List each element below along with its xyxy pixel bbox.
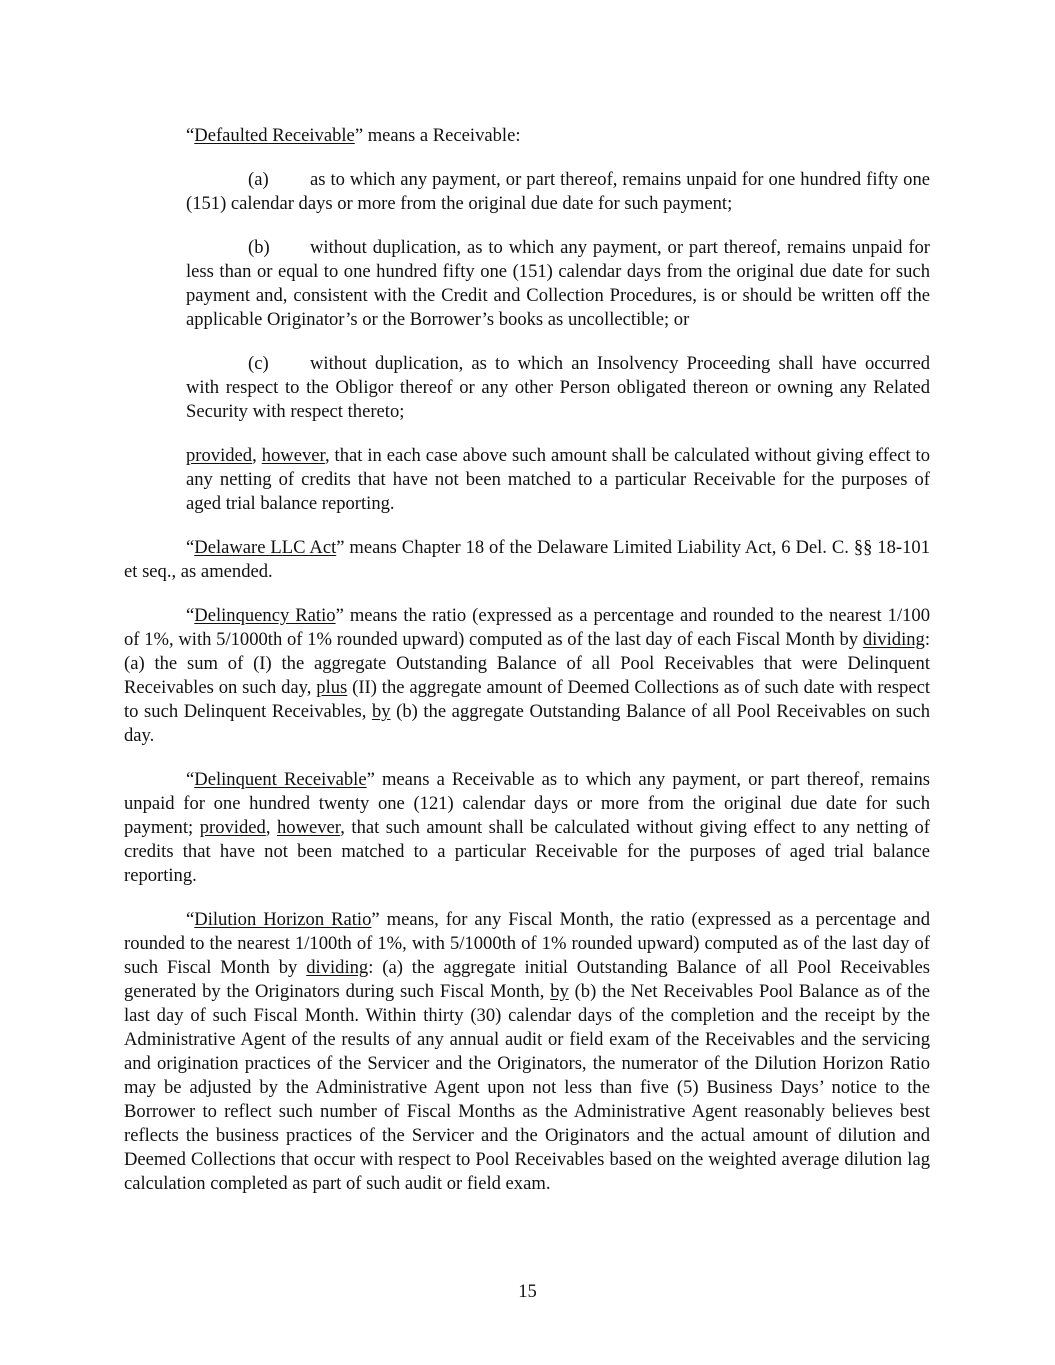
definition-text: ” means Chapter 18 of the Delaware Limited Liability Act, 6 Del. C. §§ 18-101 et seq., as amended.: [124, 537, 930, 582]
proviso-text: , that in each case above such amount shall be calculated without giving effect to any netting of credits that have not been matched to a particular Receivable for the purposes of aged trial balance reporting.: [186, 445, 930, 514]
definition-delinquent-receivable: [124, 768, 930, 888]
subclause-text: without duplication, as to which any payment, or part thereof, remains unpaid for less than or equal to one hundred fifty one (151) calendar days from the original due date for such payment and, consistent with the Credit and Collection Procedures, is or should be written off the applicable Originator’s or the Borrower’s books as uncollectible; or: [186, 237, 930, 330]
definition-delaware-llc-act: [124, 536, 930, 584]
dividing-term: dividing: [306, 957, 369, 978]
dividing-term: dividing: [862, 629, 925, 650]
definition-text: ” means the ratio (expressed as a percentage and rounded to the nearest 1/100 of 1%, with 5/1000th of 1% rounded upward) computed as of the last day of each Fiscal Month by: [124, 605, 930, 650]
subclause-a: [186, 168, 930, 216]
definition-text: ” means a Receivable:: [354, 125, 521, 146]
defined-term: Dilution Horizon Ratio: [194, 909, 372, 930]
plus-term: plus: [316, 677, 348, 698]
open-quote: “: [186, 909, 195, 930]
subclause-c: [186, 352, 930, 424]
however-term: however: [276, 817, 341, 838]
by-term: by: [371, 701, 391, 722]
open-quote: “: [186, 605, 195, 626]
subclause-text: as to which any payment, or part thereof, remains unpaid for one hundred fifty one (151) calendar days or more from the original due date for such payment;: [186, 169, 930, 214]
open-quote: “: [186, 125, 195, 146]
definition-text: ” means, for any Fiscal Month, the ratio (expressed as a percentage and rounded to the nearest 1/100th of 1%, with 5/1000th of 1% rounded upward) computed as of the last day of such Fiscal Month by: [124, 909, 930, 978]
provided-term: provided: [186, 445, 253, 466]
definition-text: (II) the aggregate amount of Deemed Collections as of such date with respect to such Delinquent Receivables,: [124, 677, 930, 722]
however-term: however: [261, 445, 325, 466]
defined-term: Delinquency Ratio: [194, 605, 336, 626]
comma: ,: [265, 817, 277, 838]
document-page: [124, 124, 930, 1216]
defined-term: Defaulted Receivable: [194, 125, 355, 146]
subclause-text: without duplication, as to which an Insolvency Proceeding shall have occurred with respect to the Obligor thereof or any other Person obligated thereon or owning any Related Security with respect thereto;: [186, 353, 930, 422]
definition-text: (b) the Net Receivables Pool Balance as of the last day of such Fiscal Month. Within thirty (30) calendar days of the completion and the receipt by the Administrative Agent of the results of any annual audit or field exam of the Receivables and the servicing and origination practices of the Servicer and the Originators, the numerator of the Dilution Horizon Ratio may be adjusted by the Administrative Agent upon not less than five (5) Business Days’ notice to the Borrower to reflect such number of Fiscal Months as the Administrative Agent reasonably believes best reflects the business practices of the Servicer and the Originators and the actual amount of dilution and Deemed Collections that occur with respect to Pool Receivables based on the weighted average dilution lag calculation completed as part of such audit or field exam.: [124, 981, 930, 1194]
subclause-b: [186, 236, 930, 332]
page-number: 15: [518, 1281, 537, 1302]
subclause-label: (b): [248, 237, 270, 258]
open-quote: “: [186, 769, 195, 790]
open-quote: “: [186, 537, 195, 558]
definition-defaulted-receivable: [124, 124, 930, 148]
definition-text: , that such amount shall be calculated without giving effect to any netting of credits that have not been matched to a particular Receivable for the purposes of aged trial balance reporting.: [124, 817, 930, 886]
definition-delinquency-ratio: [124, 604, 930, 748]
definition-text: (b) the aggregate Outstanding Balance of all Pool Receivables on such day.: [124, 701, 930, 746]
definition-text: : (a) the sum of (I) the aggregate Outstanding Balance of all Pool Receivables that were Delinquent Receivables on such day,: [124, 629, 930, 698]
defined-term: Delaware LLC Act: [194, 537, 337, 558]
defaulted-receivable-proviso: [186, 444, 930, 516]
by-term: by: [550, 981, 569, 1002]
definition-text: : (a) the aggregate initial Outstanding Balance of all Pool Receivables generated by the Originators during such Fiscal Month,: [124, 957, 931, 1002]
subclause-label: (a): [248, 169, 269, 190]
subclause-label: (c): [248, 353, 269, 374]
defined-term: Delinquent Receivable: [194, 769, 367, 790]
provided-term: provided: [199, 817, 266, 838]
definition-dilution-horizon-ratio: [124, 908, 930, 1196]
definition-text: ” means a Receivable as to which any payment, or part thereof, remains unpaid for one hundred twenty one (121) calendar days or more from the original due date for such payment;: [124, 769, 930, 838]
comma: ,: [252, 445, 262, 466]
